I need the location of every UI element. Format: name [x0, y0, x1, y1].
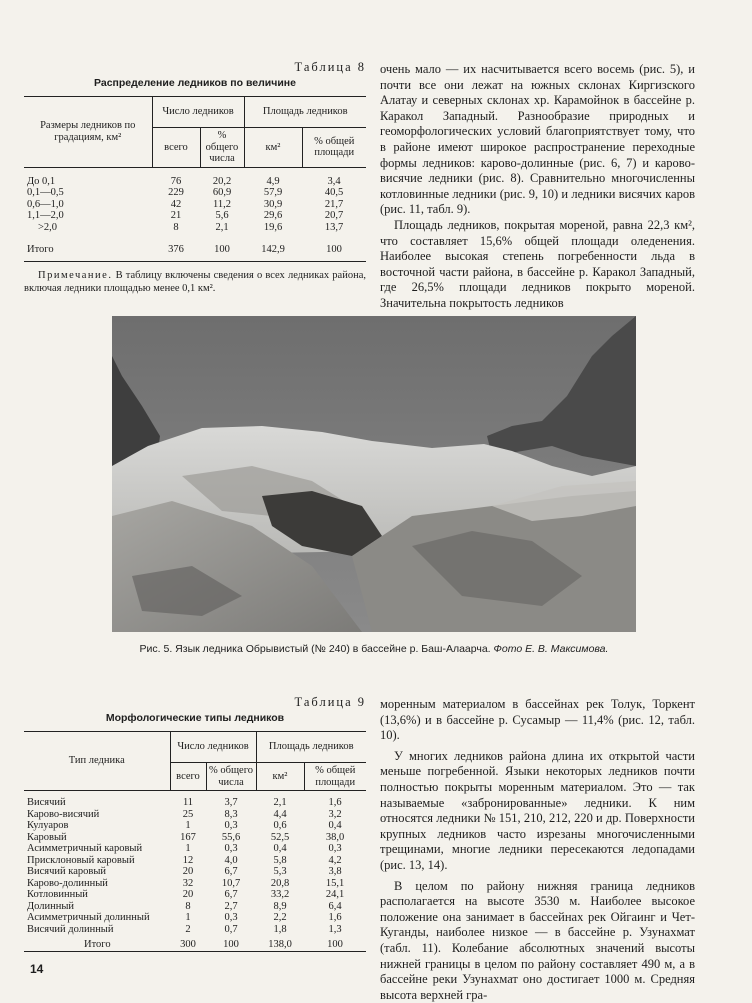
total-label: Итого [27, 244, 54, 255]
table-row [24, 901, 366, 913]
cell-area-pct: 20,7 [324, 210, 344, 221]
row-label: 1,1—2,0 [27, 210, 64, 221]
cell-area: 52,5 [270, 831, 290, 843]
table8 [24, 96, 366, 262]
paragraph: У многих ледников района длина их открытой части меньше погребенной. Языки некоторых ледников почти полностью покрыты моренным материалом. Это — так называемые «забронированные» ледники. К ним относятся ледники № 151, 210, 212, 220 и др. Поверхности крупных ледников часто изрезаны многочисленными трещинами, многие ледники пересекаются ледопадами (рис. 13, 14). [380, 748, 695, 872]
row-label: 0,6—1,0 [27, 198, 64, 210]
cell-area: 20,8 [270, 877, 290, 889]
cell-area: 30,9 [263, 198, 283, 210]
table-row [24, 176, 366, 188]
cell-area-pct: 1,6 [328, 797, 342, 808]
row-label: Асимметричный каровый [27, 843, 143, 854]
table8-note-text: В таблицу включены сведения о всех ледниках района, включая ледники площадью менее 0,1 км². [24, 269, 366, 294]
table9-header-km2: км² [256, 763, 304, 791]
cell-area: 1,8 [273, 923, 287, 935]
cell-pct: 55,6 [221, 831, 241, 843]
table9 [24, 731, 366, 952]
cell-pct: 4,0 [224, 854, 238, 866]
cell-count: 25 [182, 808, 194, 820]
table9-header-type: Тип ледника [24, 732, 170, 791]
cell-count: 167 [180, 831, 196, 843]
cell-count: 8 [185, 900, 191, 912]
cell-area: 4,4 [273, 808, 287, 820]
cell-count: 32 [182, 877, 194, 889]
cell-count: 21 [170, 210, 182, 221]
table8-header-total: всего [152, 128, 200, 168]
row-label: До 0,1 [27, 175, 56, 187]
cell-area-pct: 24,1 [325, 889, 345, 900]
table8-block [24, 60, 366, 295]
total-pct: 100 [214, 244, 230, 255]
cell-pct: 2,1 [215, 221, 229, 233]
table-row [24, 809, 366, 821]
cell-area-pct: 3,4 [327, 175, 341, 187]
table9-caption: Таблица 9 [294, 695, 366, 709]
table-row [24, 924, 366, 936]
table8-header-pct-count: % общего числа [200, 128, 244, 168]
cell-area-pct: 0,3 [328, 843, 342, 854]
total-area: 142,9 [261, 244, 285, 255]
table8-header-count: Число ледников [152, 97, 244, 128]
table8-header-pct-area: % общей площади [302, 128, 366, 168]
cell-count: 2 [185, 923, 191, 935]
row-label: Карово-висячий [27, 808, 100, 820]
table-row [24, 820, 366, 832]
cell-count: 12 [182, 854, 194, 866]
row-label: >2,0 [38, 221, 58, 233]
cell-area-pct: 0,4 [328, 820, 342, 831]
table-row [24, 855, 366, 867]
table-row [24, 222, 366, 234]
row-label: Кулуаров [27, 820, 69, 831]
cell-pct: 10,7 [221, 877, 241, 889]
table8-header-size: Размеры ледников по градациям, км² [24, 97, 152, 168]
cell-area: 19,6 [263, 221, 283, 233]
cell-count: 1 [185, 843, 191, 854]
cell-area: 0,6 [273, 820, 287, 831]
cell-area-pct: 40,5 [324, 187, 344, 198]
cell-area-pct: 6,4 [328, 900, 342, 912]
cell-pct: 60,9 [212, 187, 232, 198]
cell-pct: 3,7 [224, 797, 238, 808]
table8-header-area: Площадь ледников [244, 97, 366, 128]
table-row [24, 866, 366, 878]
cell-count: 76 [170, 175, 182, 187]
cell-pct: 0,3 [224, 820, 238, 831]
table9-header-pct-area: % общей площади [304, 763, 366, 791]
row-label: Присклоновый каровый [27, 854, 135, 866]
table9-title: Морфологические типы ледников [105, 712, 285, 724]
page-number: 14 [30, 962, 44, 976]
right-column-bottom [380, 697, 695, 1003]
cell-area: 33,2 [270, 889, 290, 900]
cell-pct: 6,7 [224, 866, 238, 877]
table-row [24, 832, 366, 844]
figure-caption-text: Рис. 5. Язык ледника Обрывистый (№ 240) в бассейне р. Баш-Алаарча. [139, 643, 491, 655]
row-label: Висячий каровый [27, 866, 106, 877]
cell-area: 0,4 [273, 843, 287, 854]
table9-header-pct-count: % общего числа [206, 763, 256, 791]
cell-pct: 0,7 [224, 923, 238, 935]
table-total-row [24, 244, 366, 261]
row-label: Карово-долинный [27, 877, 108, 889]
table-row [24, 199, 366, 211]
cell-area: 2,2 [273, 912, 287, 923]
cell-area: 5,3 [273, 866, 287, 877]
cell-area-pct: 1,3 [328, 923, 342, 935]
cell-area-pct: 1,6 [328, 912, 342, 923]
total-area-pct: 100 [326, 244, 342, 255]
table-row [24, 797, 366, 809]
figure-caption [112, 643, 636, 655]
cell-area: 138,0 [268, 939, 292, 950]
cell-area-pct: 13,7 [324, 221, 344, 233]
paragraph: очень мало — их насчитывается всего восемь (рис. 5), и почти все они лежат на южных склонах Киргизского Алатау и северных склонах хр. Карамойнок в бассейне р. Каракол Западный. Разнообразие природных и геоморфологических условий благоприятствует тому, что в районе имеют широкое распространение переходные формы ледников: карово-долинные (рис. 6, 7) и карово-висячие ледники (рис. 8). Сравнительно многочисленны котловинные ледники (рис. 9, 10) и ледники висячих каров (рис. 11, табл. 9). [380, 62, 695, 217]
row-label: Долинный [27, 900, 75, 912]
cell-area-pct: 21,7 [324, 198, 344, 210]
table9-header-total: всего [170, 763, 206, 791]
figure-credit: Фото Е. В. Максимова. [493, 643, 609, 655]
paragraph: В целом по району нижняя граница ледников располагается на высоте 3530 м. Наиболее высокое положение она занимает в бассейнах рек Ойгаинг и Чет-Куганды, наиболее низкое — в бассейне р. Узунахмат (табл. 11). Колебание абсолютных значений высоты нижней границы в целом по району составляет 490 м, а в бассейне реки Узунахмат оно достигает 1000 м. Средняя высота верхней гра- [380, 878, 695, 1002]
table-row [24, 210, 366, 222]
table8-title: Распределение ледников по величине [94, 77, 296, 89]
cell-area: 29,6 [263, 210, 283, 221]
row-label: Висячий [27, 797, 66, 808]
cell-area-pct: 38,0 [325, 831, 345, 843]
paragraph: моренным материалом в бассейнах рек Толук, Торкент (13,6%) и в бассейне р. Сусамыр — 11,4% (рис. 12, табл. 10). [380, 697, 695, 743]
row-label: Каровый [27, 831, 67, 843]
cell-area: 4,9 [266, 175, 280, 187]
cell-area-pct: 3,2 [328, 808, 342, 820]
cell-area: 57,9 [263, 187, 283, 198]
cell-pct: 8,3 [224, 808, 238, 820]
paragraph: Площадь ледников, покрытая мореной, равна 22,3 км², что составляет 15,6% общей площади оледенения. Наиболее высокая степень погребенности льда в восточной части района, в бассейне р. Каракол Западный, где 26,5% площади ледников покрыто мореной. Значительна покрытость ледников [380, 217, 695, 310]
cell-count: 1 [185, 820, 191, 831]
cell-pct: 0,3 [224, 912, 238, 923]
table-row [24, 889, 366, 901]
table-row [24, 187, 366, 199]
cell-area-pct: 4,2 [328, 854, 342, 866]
table8-note [24, 269, 366, 295]
cell-count: 300 [180, 939, 196, 950]
cell-count: 20 [182, 866, 194, 877]
cell-pct: 11,2 [213, 198, 231, 210]
table9-header-count: Число ледников [170, 732, 256, 763]
cell-pct: 2,7 [224, 900, 238, 912]
row-label: Асимметричный долинный [27, 912, 150, 923]
table-row [24, 843, 366, 855]
table9-block [24, 695, 366, 952]
cell-count: 20 [182, 889, 194, 900]
cell-pct: 20,2 [212, 175, 232, 187]
cell-area: 8,9 [273, 900, 287, 912]
cell-area-pct: 3,8 [328, 866, 342, 877]
cell-count: 42 [170, 198, 182, 210]
cell-count: 1 [185, 912, 191, 923]
cell-pct: 100 [223, 939, 239, 950]
cell-area: 2,1 [273, 797, 287, 808]
table9-body [24, 791, 366, 952]
row-label: Котловинный [27, 889, 88, 900]
table8-caption: Таблица 8 [294, 60, 366, 74]
cell-count: 229 [168, 187, 184, 198]
right-column-top [380, 62, 695, 312]
cell-area-pct: 15,1 [325, 877, 345, 889]
glacier-photo [112, 316, 636, 632]
row-label: Висячий долинный [27, 923, 114, 935]
total-label: Итого [84, 939, 111, 950]
table-total-row [24, 939, 366, 951]
total-count: 376 [168, 244, 184, 255]
row-label: 0,1—0,5 [27, 187, 64, 198]
table-row [24, 878, 366, 890]
cell-count: 8 [173, 221, 179, 233]
cell-count: 11 [182, 797, 194, 808]
table9-header-area: Площадь ледников [256, 732, 366, 763]
cell-pct: 0,3 [224, 843, 238, 854]
table-row [24, 912, 366, 924]
cell-pct: 6,7 [224, 889, 238, 900]
cell-pct: 5,6 [215, 210, 229, 221]
table8-note-lead: Примечание. [38, 269, 113, 281]
cell-area: 5,8 [273, 854, 287, 866]
cell-area-pct: 100 [327, 939, 343, 950]
table8-header-km2: км² [244, 128, 302, 168]
